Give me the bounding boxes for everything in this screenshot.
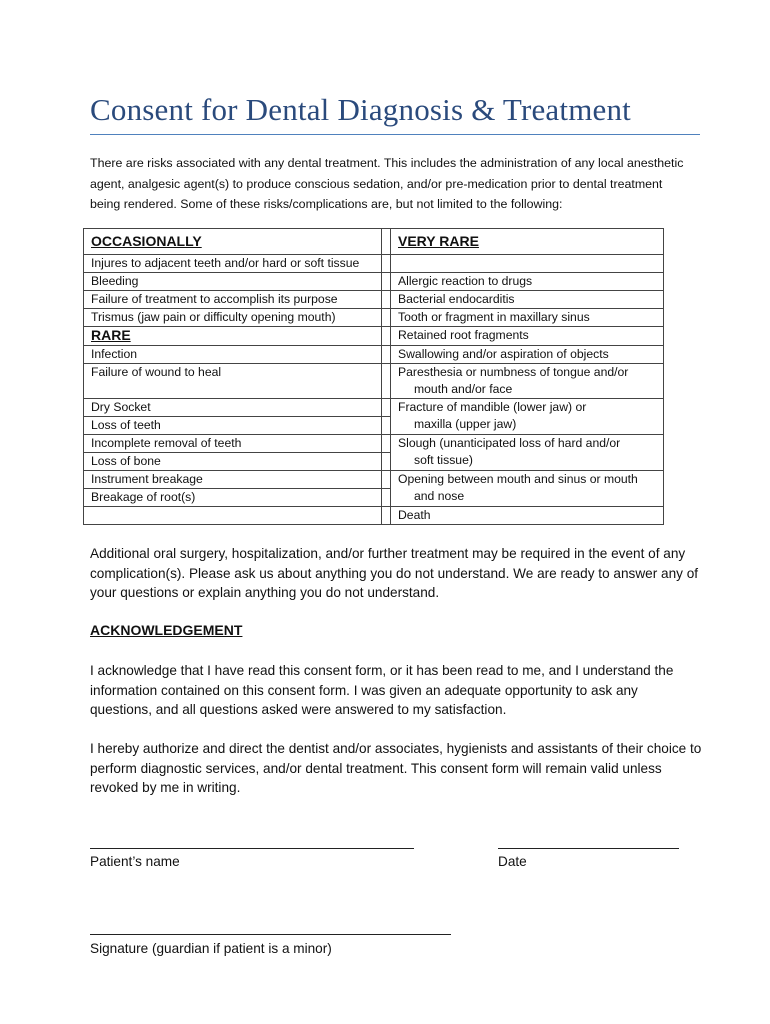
patient-name-label: Patient’s name: [90, 854, 180, 869]
spacer-cell: [382, 229, 391, 255]
table-row: [84, 255, 664, 273]
page-title: Consent for Dental Diagnosis & Treatment: [90, 92, 631, 127]
risk-item: Instrument breakage: [84, 471, 382, 489]
occasionally-heading-cell: [84, 229, 382, 255]
risk-item-line: Slough (unanticipated loss of hard and/or: [398, 436, 621, 450]
spacer-cell: [382, 453, 391, 471]
spacer-cell: [382, 435, 391, 453]
risk-item: Tooth or fragment in maxillary sinus: [391, 309, 664, 327]
spacer-cell: [382, 273, 391, 291]
intro-paragraph: There are risks associated with any dental treatment. This includes the administration of any local anesthetic agent, analgesic agent(s) to produce conscious sedation, and/or pre-medication prior to dental treatment being rendered. Some of these risks/complications are, but not limited to the following:: [90, 156, 684, 211]
table-row: [84, 291, 664, 309]
acknowledgement-paragraph-2: I hereby authorize and direct the dentist and/or associates, hygienists and assistants of their choice to perform diagnostic services, and/or dental treatment. This consent form will remain valid unless revoked by me in writing.: [90, 741, 702, 795]
table-row: [84, 435, 664, 453]
empty-cell: [84, 507, 382, 525]
risk-item: Breakage of root(s): [84, 489, 382, 507]
risk-item: Failure of wound to heal: [84, 364, 382, 399]
spacer-cell: [382, 417, 391, 435]
risk-item: Injures to adjacent teeth and/or hard or soft tissue: [84, 255, 382, 273]
very-rare-heading-cell: [391, 229, 664, 255]
rare-heading-cell: [84, 327, 382, 346]
risk-item: Death: [391, 507, 664, 525]
table-row: [84, 327, 664, 346]
acknowledgement-paragraph-1: I acknowledge that I have read this consent form, or it has been read to me, and I understand the information contained on this consent form. I was given an adequate opportunity to ask any questions, and all questions asked were answered to my satisfaction.: [90, 663, 674, 717]
table-row: [84, 507, 664, 525]
spacer-cell: [382, 255, 391, 273]
risk-item: Dry Socket: [84, 399, 382, 417]
risk-item: Loss of teeth: [84, 417, 382, 435]
risk-item: Trismus (jaw pain or difficulty opening mouth): [84, 309, 382, 327]
spacer-cell: [382, 364, 391, 399]
spacer-cell: [382, 507, 391, 525]
signature-label: Signature (guardian if patient is a minor): [90, 941, 332, 956]
risk-item-line: Fracture of mandible (lower jaw) or: [398, 400, 587, 414]
spacer-cell: [382, 309, 391, 327]
risk-item-line: Paresthesia or numbness of tongue and/or: [398, 365, 629, 379]
risk-item: Incomplete removal of teeth: [84, 435, 382, 453]
risk-item: Loss of bone: [84, 453, 382, 471]
additional-treatment-paragraph: Additional oral surgery, hospitalization, and/or further treatment may be required in the event of any complication(s). Please ask us about anything you do not understand. We are ready to answer any of your questions or explain anything you do not understand.: [90, 546, 699, 600]
spacer-cell: [382, 327, 391, 346]
risk-item: [391, 255, 664, 273]
risk-item: Bleeding: [84, 273, 382, 291]
risk-item: Bacterial endocarditis: [391, 291, 664, 309]
spacer-cell: [382, 471, 391, 489]
risk-item: Swallowing and/or aspiration of objects: [391, 346, 664, 364]
risk-item: Failure of treatment to accomplish its purpose: [84, 291, 382, 309]
table-row: [84, 364, 664, 399]
risk-item: [391, 399, 664, 435]
table-row: [84, 346, 664, 364]
risk-item: Infection: [84, 346, 382, 364]
risk-item: [391, 435, 664, 471]
table-row: [84, 229, 664, 255]
risk-item: [391, 364, 664, 399]
risk-item-continuation: soft tissue): [414, 453, 473, 467]
risk-item-continuation: and nose: [414, 489, 465, 503]
risks-table: [83, 228, 664, 525]
spacer-cell: [382, 346, 391, 364]
signature-line[interactable]: [90, 934, 451, 935]
very-rare-heading: VERY RARE: [398, 233, 479, 249]
table-row: [84, 309, 664, 327]
spacer-cell: [382, 399, 391, 417]
spacer-cell: [382, 489, 391, 507]
risk-item: Retained root fragments: [391, 327, 664, 346]
patient-name-line[interactable]: [90, 848, 414, 849]
date-line[interactable]: [498, 848, 679, 849]
table-row: [84, 399, 664, 417]
risk-item-continuation: maxilla (upper jaw): [414, 417, 517, 431]
rare-heading: RARE: [91, 327, 131, 343]
risk-item: [391, 471, 664, 507]
occasionally-heading: OCCASIONALLY: [91, 233, 202, 249]
risk-item: Allergic reaction to drugs: [391, 273, 664, 291]
table-row: [84, 273, 664, 291]
table-row: [84, 471, 664, 489]
date-label: Date: [498, 854, 527, 869]
spacer-cell: [382, 291, 391, 309]
risk-item-line: Opening between mouth and sinus or mouth: [398, 472, 638, 486]
title-underline: [90, 134, 700, 135]
acknowledgement-heading: ACKNOWLEDGEMENT: [90, 622, 243, 638]
risk-item-continuation: mouth and/or face: [414, 382, 513, 396]
